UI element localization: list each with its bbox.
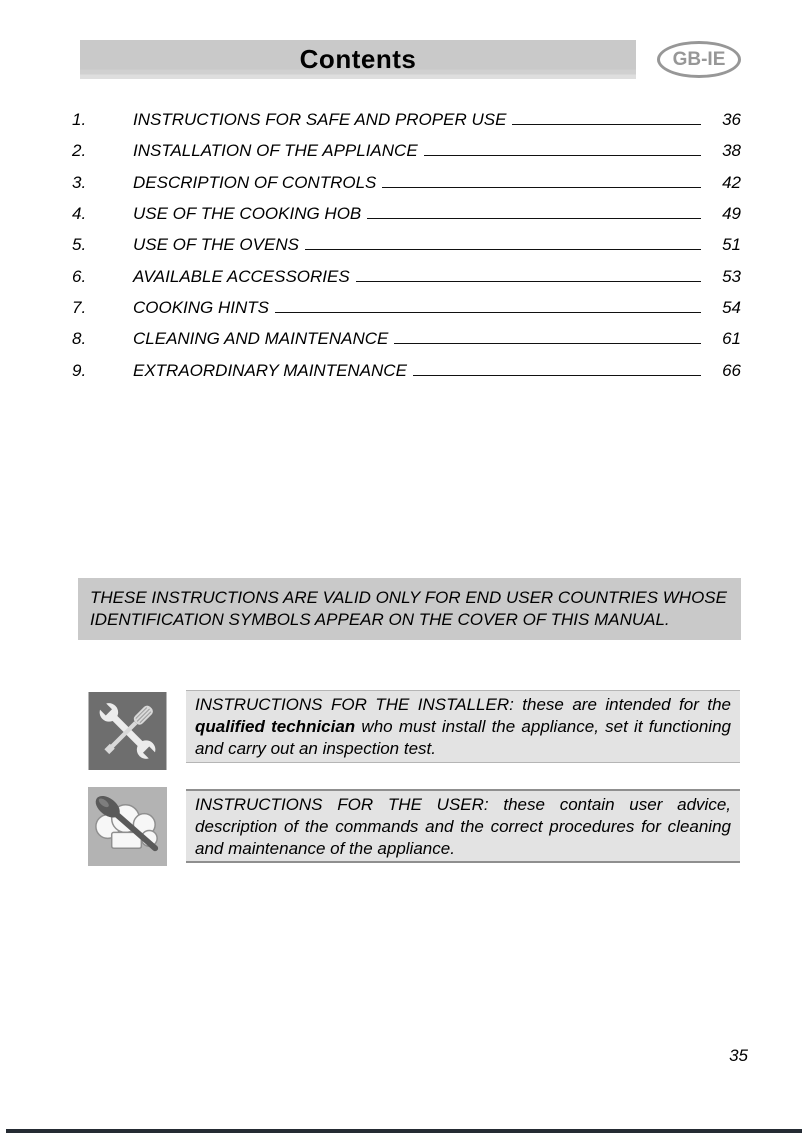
toc-row (72, 323, 741, 354)
toc-row (72, 229, 741, 260)
toc-page-number: 61 (722, 329, 741, 349)
user-instructions (186, 789, 740, 863)
toc-title: DESCRIPTION OF CONTROLS (133, 172, 377, 192)
chef-hat-spoon-icon (88, 787, 167, 866)
toc-title: USE OF THE COOKING HOB (133, 204, 362, 224)
toc-leader-line (413, 375, 701, 376)
toc-page-number: 51 (722, 235, 741, 255)
installer-instructions-text: INSTRUCTIONS FOR THE INSTALLER: these are intended for the (195, 695, 731, 714)
toc-number: 5. (72, 235, 87, 255)
toc-leader-line (367, 218, 701, 219)
installer-instructions-bold: qualified technician (195, 717, 356, 736)
toc-page-number: 54 (722, 298, 741, 318)
toc-page-number: 49 (722, 204, 741, 224)
toc-number: 9. (72, 360, 87, 380)
toc-leader-line (305, 249, 701, 250)
toc-page-number: 66 (722, 360, 741, 380)
toc-row (72, 104, 741, 135)
toc-title: INSTRUCTIONS FOR SAFE AND PROPER USE (133, 110, 507, 129)
region-badge (657, 41, 741, 78)
toc-title: CLEANING AND MAINTENANCE (133, 329, 389, 349)
toc-page-number: 38 (722, 141, 741, 161)
installer-instructions-text-2: who must install the appliance, set it functioning and carry out an inspection test. (195, 717, 731, 758)
toc-row (72, 198, 741, 229)
toc-row (72, 355, 741, 386)
toc-row (72, 292, 741, 323)
wrench-screwdriver-icon (88, 692, 167, 770)
toc-leader-line (512, 124, 701, 125)
toc-leader-line (275, 312, 701, 313)
toc-title: EXTRAORDINARY MAINTENANCE (133, 360, 407, 380)
toc-row (72, 167, 741, 198)
toc-title: USE OF THE OVENS (133, 235, 299, 255)
toc-number: 6. (72, 266, 87, 286)
toc-number: 3. (72, 172, 87, 192)
toc-number: 8. (72, 329, 87, 349)
table-of-contents (72, 104, 741, 386)
installer-instructions (186, 690, 740, 763)
toc-leader-line (394, 343, 701, 344)
toc-number: 2. (72, 141, 87, 161)
toc-leader-line (424, 155, 701, 156)
toc-row (72, 261, 741, 292)
toc-title: INSTALLATION OF THE APPLIANCE (133, 141, 418, 161)
toc-row (72, 135, 741, 166)
toc-number: 4. (72, 204, 87, 224)
validity-notice: THESE INSTRUCTIONS ARE VALID ONLY FOR END USER COUNTRIES WHOSE IDENTIFICATION SYMBOLS APPEAR ON THE COVER OF THIS MANUAL. (78, 578, 741, 640)
toc-title: COOKING HINTS (133, 298, 270, 318)
page-title: Contents (299, 44, 417, 74)
toc-page-number: 36 (722, 110, 741, 129)
toc-number: 7. (72, 298, 87, 318)
toc-leader-line (356, 281, 701, 282)
toc-page-number: 42 (722, 172, 741, 192)
contents-header-bar (80, 40, 636, 79)
toc-title: AVAILABLE ACCESSORIES (133, 266, 350, 286)
toc-number: 1. (72, 110, 87, 129)
toc-leader-line (382, 187, 701, 188)
toc-page-number: 53 (722, 266, 741, 286)
page-number: 35 (729, 1046, 748, 1065)
region-badge-label: GB-IE (672, 48, 726, 70)
footer-rule (6, 1129, 802, 1133)
user-instructions-text: INSTRUCTIONS FOR THE USER: these contain user advice, description of the commands and the correct procedures for cleaning and maintenance of the appliance. (195, 795, 731, 858)
